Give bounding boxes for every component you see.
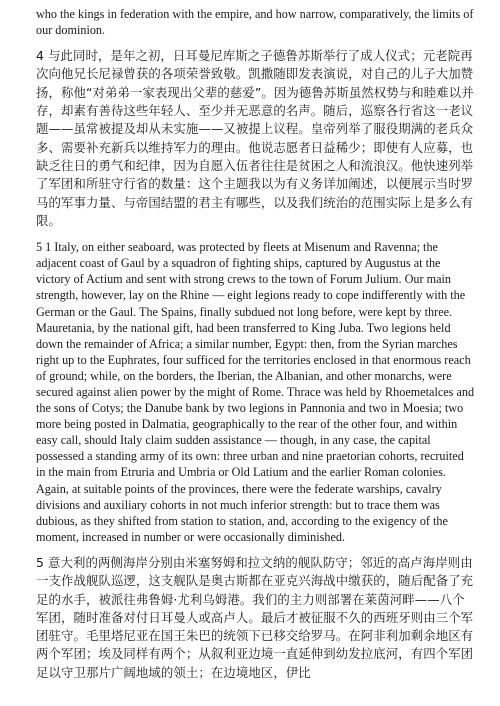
- paragraph-chinese-section-5: 5 意大利的两侧海岸分别由米塞努姆和拉文纳的舰队防守；邻近的高卢海岸则由一支作战舰队巡逻，这支舰队是奥古斯都在亚克兴海战中缴获的，随后配备了充足的水手，被派往弗鲁姆·尤利乌姆港。我们的主力则部署在莱茵河畔——八个军团，随时准备对付日耳曼人或高卢人。最后才被征服不久的西班牙则由三个军团驻守。毛里塔尼亚在国王朱巴的统领下已移交给罗马。在阿非利加剩余地区有两个军团；埃及同样有两个；从叙利亚边境一直延伸到幼发拉底河，有四个军团足以守卫那片广阔地域的领土；在边境地区，伊比: [36, 554, 474, 680]
- document-page: [36, 6, 476, 691]
- paragraph-english-continuation: who the kings in federation with the empire, and how narrow, comparatively, the limits of our dominion.: [36, 7, 474, 38]
- paragraph-chinese-section-4: 4 与此同时，是年之初，日耳曼尼库斯之子德鲁苏斯举行了成人仪式；元老院再次向他兄长尼禄曾获的各项荣誉致敬。凯撒随即发表演说，对自己的儿子大加赞扬，称他“对弟弟一家表现出父辈的慈爱”。因为德鲁苏斯虽然权势与和睦难以并存，却素有善待这些年轻人、至少并无恶意的名声。随后，巡察各行省这一老议题——虽常被提及却从未实施——又被提上议程。皇帝列举了服役期满的老兵众多、需要补充新兵以维持军力的理由。他说志愿者日益稀少；即使有人应募，也缺乏往日的勇气和纪律，因为自愿入伍者往往是贫困之人和流浪汉。他快速列举了军团和所驻守行省的数量：这个主题我以为有义务详加阐述，以便展示当时罗马的军事力量、与帝国结盟的君主有哪些，以及我们统治的范围实际上是多么有限。: [36, 48, 474, 228]
- paragraph-english-section-5: 5 1 Italy, on either seaboard, was protected by fleets at Misenum and Ravenna; the adjacent coast of Gaul by a squadron of fighting ships, captured by Augustus at the victory of Actium and sent with strong crews to the town of Forum Julium. Our main strength, however, lay on the Rhine — eight legions ready to cope indifferently with the German or the Gaul. The Spains, finally subdued not long before, were kept by three. Mauretania, by the national gift, had been transferred to King Juba. Two legions held down the remainder of Africa; a similar number, Egypt: then, from the Syrian marches right up to the Euphrates, four sufficed for the territories enclosed in that enormous reach of ground; while, on the borders, the Iberian, the Albanian, and other monarchs, were secured against alien power by the might of Rome. Thrace was held by Rhoemetalces and the sons of Cotys; the Danube bank by two legions in Pannonia and two in Moesia; two more being posted in Dalmatia, geographically to the rear of the other four, and within easy call, should Italy claim sudden assistance — though, in any case, the capital possessed a standing army of its own: three urban and nine praetorian cohorts, recruited in the main from Etruria and Umbria or Old Latium and the earlier Roman colonies. Again, at suitable points of the provinces, there were the federate warships, cavalry divisions and auxiliary cohorts in not much inferior strength: but to trace them was dubious, as they shifted from station to station, and, according to the exigency of the moment, increased in number or were occasionally diminished.: [36, 240, 475, 544]
